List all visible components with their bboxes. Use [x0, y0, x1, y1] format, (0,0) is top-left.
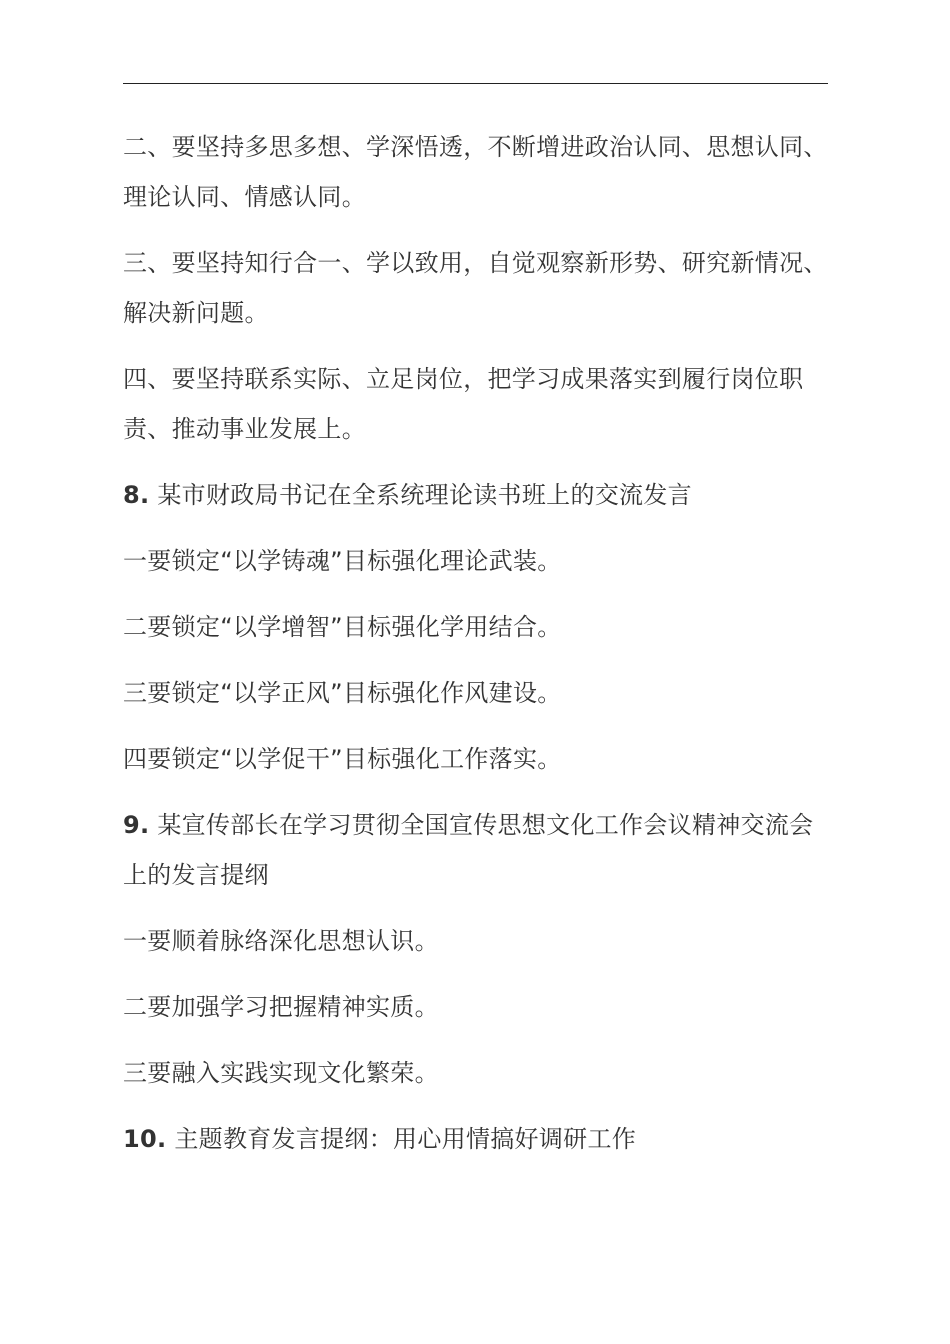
paragraph: 三、要坚持知行合一、学以致用，自觉观察新形势、研究新情况、解决新问题。 — [123, 249, 828, 327]
paragraph: 四要锁定“以学促干”目标强化工作落实。 — [123, 745, 562, 773]
paragraph: 一要顺着脉络深化思想认识。 — [123, 927, 439, 955]
heading-item-10 — [123, 1114, 835, 1164]
item-title: 主题教育发言提纲：用心用情搞好调研工作 — [174, 1125, 637, 1153]
document-body — [123, 122, 835, 1180]
paragraph: 二要加强学习把握精神实质。 — [123, 993, 439, 1021]
paragraph: 一要锁定“以学铸魂”目标强化理论武装。 — [123, 547, 562, 575]
item-number: 10. — [123, 1125, 167, 1153]
paragraph: 三要锁定“以学正风”目标强化作风建设。 — [123, 679, 562, 707]
header-rule — [123, 83, 828, 84]
item-number: 9. — [123, 811, 150, 839]
paragraph: 二要锁定“以学增智”目标强化学用结合。 — [123, 613, 562, 641]
paragraph: 三要融入实践实现文化繁荣。 — [123, 1059, 439, 1087]
item-title: 某市财政局书记在全系统理论读书班上的交流发言 — [157, 481, 692, 509]
paragraph: 二、要坚持多思多想、学深悟透，不断增进政治认同、思想认同、理论认同、情感认同。 — [123, 133, 828, 211]
item-title: 某宣传部长在学习贯彻全国宣传思想文化工作会议精神交流会上的发言提纲 — [123, 811, 814, 889]
heading-item-9 — [123, 800, 835, 900]
heading-item-8 — [123, 470, 835, 520]
item-number: 8. — [123, 481, 150, 509]
paragraph: 四、要坚持联系实际、立足岗位，把学习成果落实到履行岗位职责、推动事业发展上。 — [123, 365, 804, 443]
